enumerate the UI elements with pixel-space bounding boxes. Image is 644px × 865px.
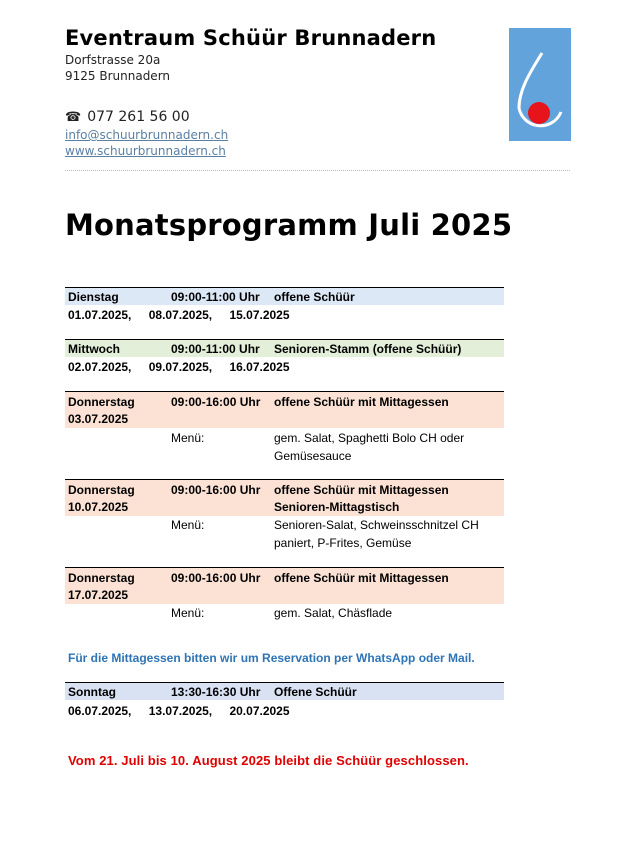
header-divider (65, 170, 570, 171)
schedule-row-tuesday (65, 287, 504, 305)
city-address: 9125 Brunnadern (65, 69, 171, 83)
time-label: 09:00-11:00 Uhr (171, 342, 260, 356)
menu-line-2: Gemüsesauce (274, 449, 352, 463)
logo (509, 28, 571, 141)
phone-line (65, 109, 190, 125)
menu-line-1: gem. Salat, Chäsflade (274, 606, 393, 620)
telephone-icon: ☎ (65, 110, 82, 125)
day-label: Sonntag (68, 685, 116, 699)
time-label: 09:00-16:00 Uhr (171, 483, 261, 497)
email-link[interactable]: info@schuurbrunnadern.ch (65, 128, 229, 142)
date-label: 10.07.2025 (68, 500, 129, 514)
organization-name: Eventraum Schüür Brunnadern (65, 26, 437, 50)
schedule-row-sunday (65, 682, 504, 700)
event-label: offene Schüür mit Mittagessen (274, 571, 449, 585)
phone-number: 077 261 56 00 (87, 109, 190, 125)
schedule-row-thursday-1007 (65, 479, 504, 516)
closure-notice: Vom 21. Juli bis 10. August 2025 bleibt die Schüür geschlossen. (68, 753, 469, 768)
menu-line-1: Senioren-Salat, Schweinsschnitzel CH (274, 518, 479, 532)
day-label: Mittwoch (68, 342, 120, 356)
day-label: Donnerstag (68, 395, 135, 409)
event-label-2: Senioren-Mittagstisch (274, 500, 400, 514)
tuesday-dates: 01.07.2025, 08.07.2025, 15.07.2025 (68, 308, 290, 322)
schedule-row-thursday-1707 (65, 567, 504, 604)
day-label: Dienstag (68, 290, 119, 304)
day-label: Donnerstag (68, 571, 135, 585)
page-title: Monatsprogramm Juli 2025 (65, 208, 513, 242)
date-label: 03.07.2025 (68, 412, 129, 426)
menu-label: Menü: (171, 431, 205, 445)
time-label: 13:30-16:30 Uhr (171, 685, 261, 699)
menu-label: Menü: (171, 606, 205, 620)
menu-line-2: paniert, P-Frites, Gemüse (274, 536, 412, 550)
event-label: Senioren-Stamm (offene Schüür) (274, 342, 462, 356)
menu-label: Menü: (171, 518, 205, 532)
event-label: offene Schüür mit Mittagessen (274, 483, 449, 497)
time-label: 09:00-16:00 Uhr (171, 571, 261, 585)
time-label: 09:00-16:00 Uhr (171, 395, 261, 409)
day-label: Donnerstag (68, 483, 135, 497)
wednesday-dates: 02.07.2025, 09.07.2025, 16.07.2025 (68, 360, 290, 374)
water-drop-icon (509, 28, 571, 141)
event-label: Offene Schüür (274, 685, 357, 699)
event-label: offene Schüür mit Mittagessen (274, 395, 449, 409)
date-label: 17.07.2025 (68, 588, 129, 602)
street-address: Dorfstrasse 20a (65, 53, 161, 67)
schedule-row-wednesday (65, 339, 504, 357)
reservation-note: Für die Mittagessen bitten wir um Reservation per WhatsApp oder Mail. (68, 651, 475, 665)
event-label: offene Schüür (274, 290, 355, 304)
schedule-row-thursday-0307 (65, 391, 504, 428)
menu-line-1: gem. Salat, Spaghetti Bolo CH oder (274, 431, 465, 445)
website-link[interactable]: www.schuurbrunnadern.ch (65, 144, 226, 158)
sunday-dates: 06.07.2025, 13.07.2025, 20.07.2025 (68, 704, 290, 718)
time-label: 09:00-11:00 Uhr (171, 290, 260, 304)
